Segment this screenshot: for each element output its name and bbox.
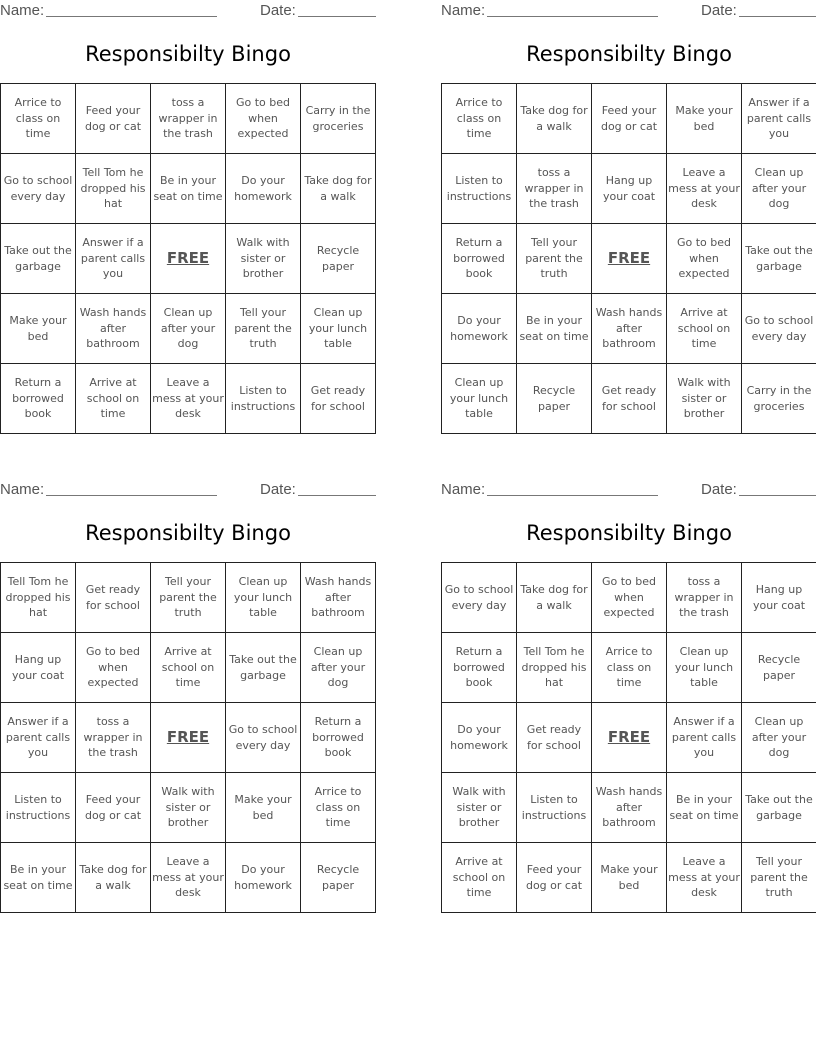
bingo-cell[interactable]: Tell your parent the truth xyxy=(517,224,592,294)
bingo-cell[interactable]: Take dog for a walk xyxy=(301,154,376,224)
bingo-cell[interactable]: Answer if a parent calls you xyxy=(742,84,816,154)
name-label: Name: xyxy=(0,481,45,498)
bingo-cell[interactable]: Do your homework xyxy=(442,703,517,773)
bingo-cell[interactable]: Take dog for a walk xyxy=(517,563,592,633)
name-blank-line[interactable] xyxy=(487,495,658,496)
bingo-cell[interactable]: Arrive at school on time xyxy=(442,843,517,913)
bingo-cell[interactable]: Arrice to class on time xyxy=(1,84,76,154)
bingo-cell[interactable]: Leave a mess at your desk xyxy=(151,364,226,434)
bingo-cell[interactable]: Clean up your lunch table xyxy=(226,563,301,633)
bingo-cell[interactable]: Take out the garbage xyxy=(742,224,816,294)
bingo-cell[interactable]: Clean up your lunch table xyxy=(442,364,517,434)
bingo-cell[interactable]: Go to bed when expected xyxy=(667,224,742,294)
name-blank-line[interactable] xyxy=(46,495,217,496)
bingo-cell[interactable]: Walk with sister or brother xyxy=(442,773,517,843)
bingo-cell[interactable]: Make your bed xyxy=(1,294,76,364)
bingo-cell[interactable]: Tell your parent the truth xyxy=(742,843,816,913)
date-label: Date: xyxy=(260,481,296,498)
free-space-cell[interactable]: FREE xyxy=(592,703,667,773)
bingo-cell[interactable]: Arrive at school on time xyxy=(151,633,226,703)
bingo-cell[interactable]: Return a borrowed book xyxy=(1,364,76,434)
bingo-cell[interactable]: Recycle paper xyxy=(517,364,592,434)
bingo-cell[interactable]: toss a wrapper in the trash xyxy=(76,703,151,773)
bingo-cell[interactable]: Tell Tom he dropped his hat xyxy=(517,633,592,703)
name-date-row xyxy=(0,479,376,501)
name-date-row xyxy=(441,0,816,22)
bingo-cell[interactable]: Listen to instructions xyxy=(1,773,76,843)
date-label: Date: xyxy=(260,2,296,19)
bingo-cell[interactable]: Be in your seat on time xyxy=(667,773,742,843)
bingo-cell[interactable]: Tell Tom he dropped his hat xyxy=(76,154,151,224)
bingo-cell[interactable]: Take out the garbage xyxy=(742,773,816,843)
bingo-cell[interactable]: Clean up your lunch table xyxy=(667,633,742,703)
bingo-cell[interactable]: Take dog for a walk xyxy=(76,843,151,913)
bingo-grid xyxy=(0,83,376,434)
bingo-cell[interactable]: Get ready for school xyxy=(76,563,151,633)
bingo-grid xyxy=(441,83,816,434)
bingo-cell[interactable]: Go to school every day xyxy=(226,703,301,773)
date-label: Date: xyxy=(701,481,737,498)
bingo-cell[interactable]: Hang up your coat xyxy=(592,154,667,224)
bingo-cell[interactable]: Wash hands after bathroom xyxy=(592,294,667,364)
date-blank-line[interactable] xyxy=(739,495,816,496)
card-title: Responsibilty Bingo xyxy=(85,42,291,66)
bingo-cell[interactable]: Do your homework xyxy=(226,843,301,913)
bingo-cell[interactable]: Tell your parent the truth xyxy=(226,294,301,364)
bingo-cell[interactable]: Go to school every day xyxy=(742,294,816,364)
bingo-cell[interactable]: Clean up your lunch table xyxy=(301,294,376,364)
name-date-row xyxy=(441,479,816,501)
name-label: Name: xyxy=(0,2,45,19)
bingo-cell[interactable]: Arrice to class on time xyxy=(592,633,667,703)
date-blank-line[interactable] xyxy=(298,495,376,496)
bingo-cell[interactable]: Make your bed xyxy=(667,84,742,154)
bingo-cell[interactable]: Walk with sister or brother xyxy=(226,224,301,294)
bingo-cell[interactable]: Go to bed when expected xyxy=(76,633,151,703)
bingo-cell[interactable]: Leave a mess at your desk xyxy=(667,154,742,224)
bingo-cell[interactable]: Hang up your coat xyxy=(742,563,816,633)
bingo-cell[interactable]: Feed your dog or cat xyxy=(592,84,667,154)
bingo-cell[interactable]: Get ready for school xyxy=(592,364,667,434)
bingo-cell[interactable]: Feed your dog or cat xyxy=(76,84,151,154)
bingo-cell[interactable]: Go to school every day xyxy=(1,154,76,224)
name-label: Name: xyxy=(441,2,486,19)
card-title: Responsibilty Bingo xyxy=(85,521,291,545)
bingo-cell[interactable]: Clean up after your dog xyxy=(151,294,226,364)
bingo-cell[interactable]: Recycle paper xyxy=(742,633,816,703)
bingo-cell[interactable]: Wash hands after bathroom xyxy=(301,563,376,633)
bingo-cell[interactable]: Return a borrowed book xyxy=(442,633,517,703)
free-space-cell[interactable]: FREE xyxy=(592,224,667,294)
name-label: Name: xyxy=(441,481,486,498)
bingo-cell[interactable]: Answer if a parent calls you xyxy=(1,703,76,773)
bingo-cell[interactable]: Clean up after your dog xyxy=(742,154,816,224)
bingo-cell[interactable]: Arrice to class on time xyxy=(301,773,376,843)
free-space-cell[interactable]: FREE xyxy=(151,703,226,773)
bingo-grid xyxy=(0,562,376,913)
bingo-cell[interactable]: Clean up after your dog xyxy=(742,703,816,773)
date-label: Date: xyxy=(701,2,737,19)
bingo-cell[interactable]: Listen to instructions xyxy=(226,364,301,434)
bingo-cell[interactable]: Leave a mess at your desk xyxy=(151,843,226,913)
bingo-cell[interactable]: Tell your parent the truth xyxy=(151,563,226,633)
bingo-cell[interactable]: Wash hands after bathroom xyxy=(592,773,667,843)
bingo-cell[interactable]: Do your homework xyxy=(226,154,301,224)
bingo-cell[interactable]: Go to bed when expected xyxy=(226,84,301,154)
bingo-cell[interactable]: Listen to instructions xyxy=(517,773,592,843)
name-blank-line[interactable] xyxy=(487,16,658,17)
card-title: Responsibilty Bingo xyxy=(526,42,732,66)
bingo-cell[interactable]: Return a borrowed book xyxy=(301,703,376,773)
bingo-cell[interactable]: Get ready for school xyxy=(301,364,376,434)
bingo-cell[interactable]: Be in your seat on time xyxy=(151,154,226,224)
bingo-cell[interactable]: Tell Tom he dropped his hat xyxy=(1,563,76,633)
bingo-cell[interactable]: Feed your dog or cat xyxy=(76,773,151,843)
bingo-cell[interactable]: Answer if a parent calls you xyxy=(76,224,151,294)
bingo-cell[interactable]: Answer if a parent calls you xyxy=(667,703,742,773)
name-date-row xyxy=(0,0,376,22)
bingo-cell[interactable]: Listen to instructions xyxy=(442,154,517,224)
bingo-cell[interactable]: Recycle paper xyxy=(301,224,376,294)
bingo-cell[interactable]: Leave a mess at your desk xyxy=(667,843,742,913)
name-blank-line[interactable] xyxy=(46,16,217,17)
bingo-cell[interactable]: Take dog for a walk xyxy=(517,84,592,154)
free-space-cell[interactable]: FREE xyxy=(151,224,226,294)
bingo-cell[interactable]: Make your bed xyxy=(226,773,301,843)
bingo-cell[interactable]: toss a wrapper in the trash xyxy=(667,563,742,633)
bingo-cell[interactable]: Go to bed when expected xyxy=(592,563,667,633)
bingo-cell[interactable]: Recycle paper xyxy=(301,843,376,913)
date-blank-line[interactable] xyxy=(298,16,376,17)
bingo-cell[interactable]: Go to school every day xyxy=(442,563,517,633)
bingo-cell[interactable]: Walk with sister or brother xyxy=(667,364,742,434)
bingo-cell[interactable]: Wash hands after bathroom xyxy=(76,294,151,364)
bingo-cell[interactable]: Be in your seat on time xyxy=(517,294,592,364)
bingo-cell[interactable]: Feed your dog or cat xyxy=(517,843,592,913)
bingo-cell[interactable]: Get ready for school xyxy=(517,703,592,773)
bingo-cell[interactable]: Arrice to class on time xyxy=(442,84,517,154)
date-blank-line[interactable] xyxy=(739,16,816,17)
bingo-cell[interactable]: toss a wrapper in the trash xyxy=(151,84,226,154)
bingo-cell[interactable]: Make your bed xyxy=(592,843,667,913)
bingo-cell[interactable]: Walk with sister or brother xyxy=(151,773,226,843)
bingo-cell[interactable]: Hang up your coat xyxy=(1,633,76,703)
card-title: Responsibilty Bingo xyxy=(526,521,732,545)
bingo-cell[interactable]: Clean up after your dog xyxy=(301,633,376,703)
bingo-cell[interactable]: Return a borrowed book xyxy=(442,224,517,294)
bingo-cell[interactable]: Carry in the groceries xyxy=(742,364,816,434)
bingo-cell[interactable]: Be in your seat on time xyxy=(1,843,76,913)
bingo-grid xyxy=(441,562,816,913)
bingo-cell[interactable]: Carry in the groceries xyxy=(301,84,376,154)
bingo-cell[interactable]: Take out the garbage xyxy=(1,224,76,294)
bingo-cell[interactable]: toss a wrapper in the trash xyxy=(517,154,592,224)
bingo-cell[interactable]: Take out the garbage xyxy=(226,633,301,703)
bingo-cell[interactable]: Do your homework xyxy=(442,294,517,364)
bingo-cell[interactable]: Arrive at school on time xyxy=(667,294,742,364)
bingo-cell[interactable]: Arrive at school on time xyxy=(76,364,151,434)
